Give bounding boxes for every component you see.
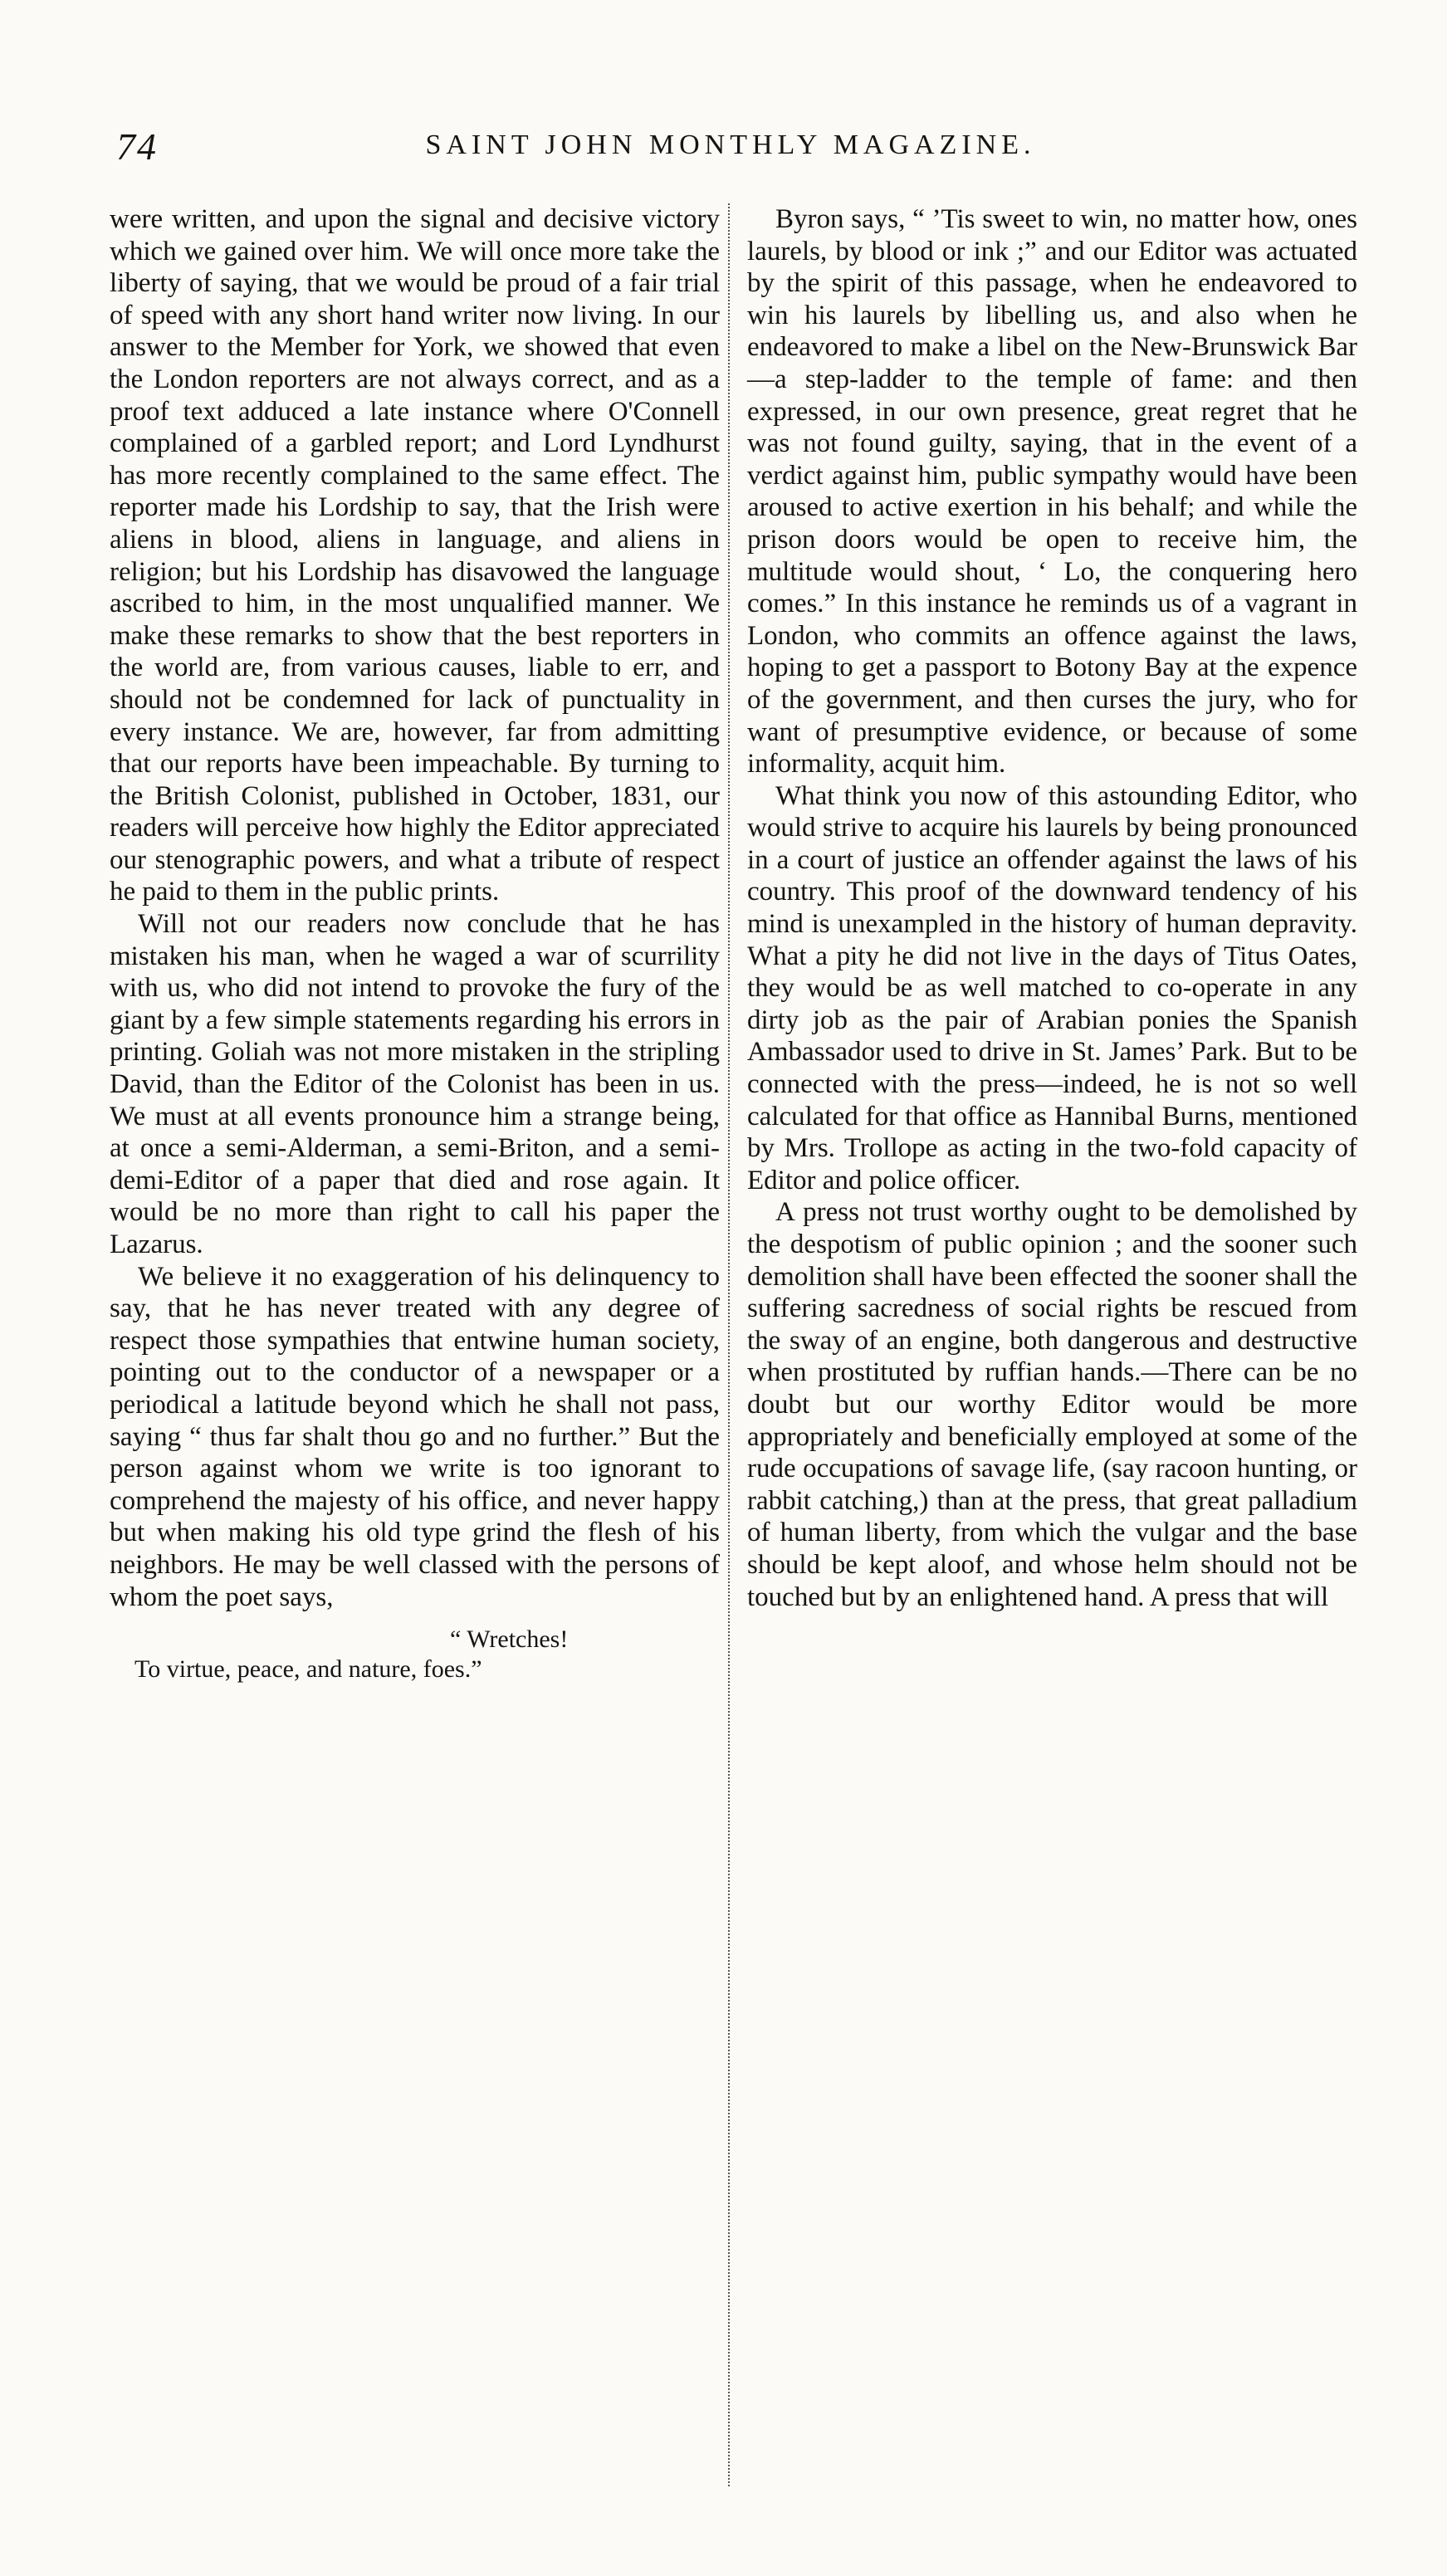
verse-line: “ Wretches! [450, 1625, 569, 1654]
paragraph: A press not trust worthy ought to be demolished by the despotism of public opinion ; and the sooner such demolition shall have been effected the sooner shall the suffering sacredness of social rights be rescued from the sway of an engine, both dangerous and destructive when prostituted by ruffian hands.—There can be no doubt but our worthy Editor would be more appropriately and beneficially employed at some of the rude occupations of savage life, (say racoon hunting, or rabbit catching,) than at the press, that great palladium of human liberty, from which the vulgar and the base should be kept aloof, and whose helm should not be touched but by an enlightened hand. A press that will [747, 1197, 1357, 1612]
verse-line: To virtue, peace, and nature, foes.” [134, 1655, 482, 1684]
column-divider [728, 203, 730, 2486]
verse-quote [110, 1625, 720, 1684]
paragraph: Byron says, “ ’Tis sweet to win, no matter how, ones laurels, by blood or ink ;” and our Editor was actuated by the spirit of this passage, when he endeavored to win his laurels by libelling us, and also when he endeavored to make a libel on the New-Brunswick Bar—a step-ladder to the temple of fame: and then expressed, in our own presence, great regret that he was not found guilty, saying, that in the event of a verdict against him, public sympathy would have been aroused to active exertion in his behalf; and while the prison doors would be open to receive him, the multitude would shout, ‘ Lo, the conquering hero comes.” In this instance he reminds us of a vagrant in London, who commits an offence against the laws, hoping to get a passport to Botony Bay at the expence of the government, and then curses the jury, who for want of presumptive evidence, or because of some informality, acquit him. [747, 204, 1357, 780]
right-column [747, 203, 1357, 1613]
paragraph: We believe it no exaggeration of his delinquency to say, that he has never treated with any degree of respect those sympathies that entwine human society, pointing out to the conductor of a newspaper or a periodical a latitude beyond which he shall not pass, saying “ thus far shalt thou go and no further.” But the person against whom we write is too ignorant to comprehend the majesty of his office, and never happy but when making his old type grind the flesh of his neighbors. He may be well classed with the persons of whom the poet says, [110, 1261, 720, 1612]
page-number: 74 [116, 125, 158, 168]
paragraph: were written, and upon the signal and decisive victory which we gained over him. We will once more take the liberty of saying, that we would be proud of a fair trial of speed with any short hand writer now living. In our answer to the Member for York, we showed that even the London reporters are not always correct, and as a proof text adduced a late instance where O'Connell complained of a garbled report; and Lord Lyndhurst has more recently complained to the same effect. The reporter made his Lordship to say, that the Irish were aliens in blood, aliens in language, and aliens in religion; but his Lordship has disavowed the language ascribed to him, in the most unqualified manner. We make these remarks to show that the best reporters in the world are, from various causes, liable to err, and should not be condemned for lack of punctuality in every instance. We are, however, far from admitting that our reports have been impeachable. By turning to the British Colonist, published in October, 1831, our readers will perceive how highly the Editor appreciated our stenographic powers, and what a tribute of respect he paid to them in the public prints. [110, 204, 720, 907]
left-column [110, 203, 720, 1684]
paragraph: Will not our readers now conclude that he has mistaken his man, when he waged a war of scurrility with us, who did not intend to provoke the fury of the giant by a few simple statements regarding his errors in printing. Goliah was not more mistaken in the stripling David, than the Editor of the Colonist has been in us. We must at all events pronounce him a strange being, at once a semi-Alderman, a semi-Briton, and a semi-demi-Editor of a paper that died and rose again. It would be no more than right to call his paper the Lazarus. [110, 909, 720, 1259]
running-title: SAINT JOHN MONTHLY MAGAZINE. [425, 130, 1036, 160]
paragraph: What think you now of this astounding Editor, who would strive to acquire his laurels by being pronounced in a court of justice an offender against the laws of his country. This proof of the downward tendency of his mind is unexampled in the history of human depravity. What a pity he did not live in the days of Titus Oates, they would be as well matched to co-operate in any dirty job as the pair of Arabian ponies the Spanish Ambassador used to drive in St. James’ Park. But to be connected with the press—indeed, he is not so well calculated for that office as Hannibal Burns, mentioned by Mrs. Trollope as acting in the two-fold capacity of Editor and police officer. [747, 780, 1357, 1195]
page-header [116, 125, 1345, 183]
